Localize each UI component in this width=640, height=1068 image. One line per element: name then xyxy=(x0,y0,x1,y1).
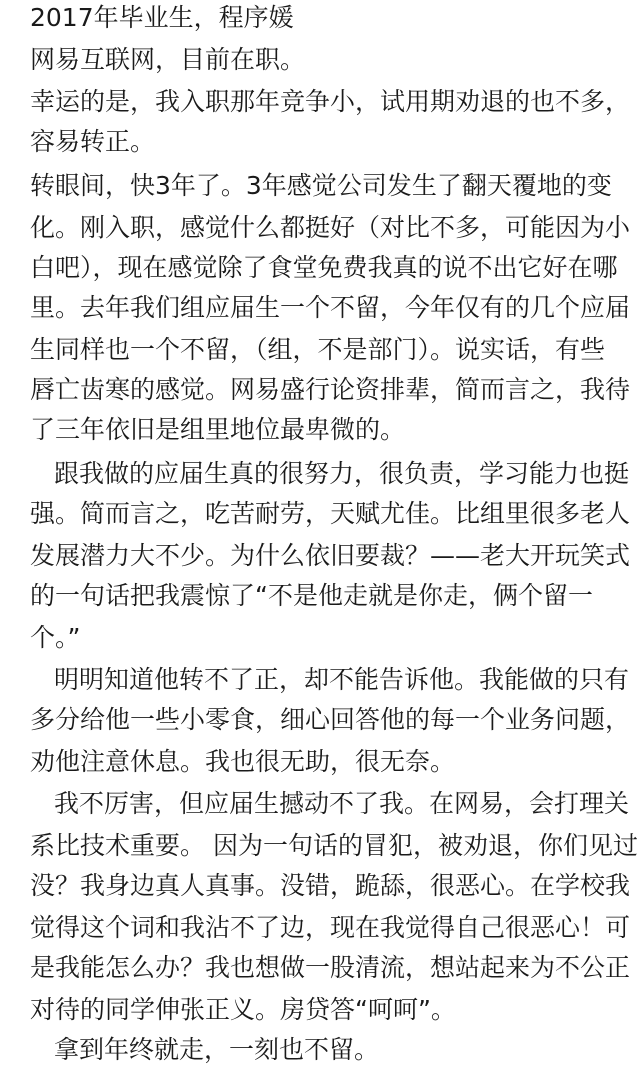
text-line: 觉得这个词和我沾不了边，现在我觉得自己很恶心！可 xyxy=(30,913,631,942)
text-line: 系比技术重要。 因为一句话的冒犯，被劝退，你们见过 xyxy=(30,831,638,860)
text-line: 对待的同学伸张正义。房贷答“呵呵”。 xyxy=(30,995,456,1024)
text-line: 生同样也一个不留，（组，不是部门）。说实话，有些 xyxy=(30,335,606,364)
text-line: 幸运的是，我入职那年竞争小，试用期劝退的也不多， xyxy=(30,87,631,116)
text-line: 的一句话把我震惊了“不是他走就是你走，俩个留一 xyxy=(30,581,593,610)
text-line: 我不厉害，但应届生撼动不了我。在网易，会打理关 xyxy=(54,789,630,818)
text-line: 劝他注意休息。我也很无助，很无奈。 xyxy=(30,747,456,776)
text-line: 了三年依旧是组里地位最卑微的。 xyxy=(30,415,406,444)
text-line: 白吧），现在感觉除了食堂免费我真的说不出它好在哪 xyxy=(30,253,618,282)
text-line: 唇亡齿寒的感觉。网易盛行论资排辈，简而言之，我待 xyxy=(30,375,631,404)
text-line: 没？我身边真人真事。没错，跪舔，很恶心。在学校我 xyxy=(30,871,631,900)
text-line: 转眼间，快3年了。3年感觉公司发生了翻天覆地的变 xyxy=(30,171,612,200)
text-line: 强。简而言之，吃苦耐劳，天赋尤佳。比组里很多老人 xyxy=(30,499,631,528)
text-line: 网易互联网，目前在职。 xyxy=(30,45,306,74)
text-line: 拿到年终就走，一刻也不留。 xyxy=(54,1035,380,1064)
text-line: 多分给他一些小零食，细心回答他的每一个业务问题， xyxy=(30,705,631,734)
text-line: 发展潜力大不少。为什么依旧要裁？——老大开玩笑式 xyxy=(30,541,631,570)
text-line: 跟我做的应届生真的很努力，很负责，学习能力也挺 xyxy=(54,459,630,488)
text-line: 个。” xyxy=(30,623,81,652)
text-line: 里。去年我们组应届生一个不留，今年仅有的几个应届 xyxy=(30,293,631,322)
text-line: 明明知道他转不了正，却不能告诉他。我能做的只有 xyxy=(54,665,630,694)
text-line: 化。刚入职，感觉什么都挺好（对比不多，可能因为小 xyxy=(30,213,631,242)
text-line: 是我能怎么办？我也想做一股清流，想站起来为不公正 xyxy=(30,953,631,982)
text-line: 2017年毕业生，程序媛 xyxy=(30,3,294,32)
text-line: 容易转正。 xyxy=(30,127,156,156)
